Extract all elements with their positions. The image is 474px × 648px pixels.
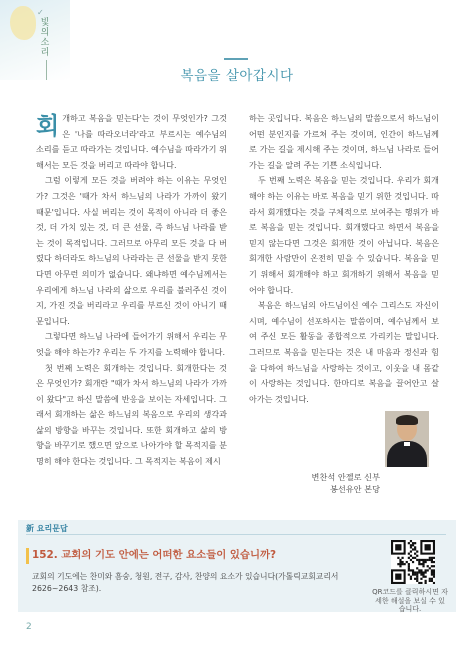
catechism-answer: 교회의 기도에는 찬미와 흠숭, 청원, 전구, 감사, 찬양의 요소가 있습니다(가톨릭교회교리서 2626~2643 참조). <box>32 572 339 593</box>
article-paragraph: 첫 번째 노력은 회개하는 것입니다. 회개한다는 것은 무엇인가? 회개란 "때가 차서 하느님의 나라가 가까이 왔다"고 하신 말씀에 반응을 보이는 자세입니다. 그래서 회개하는 삶은 하느님의 복음으로 우리의 생각과 삶의 방향을 바꾸는 것입니다. 또한 회개하고 삶의 방향을 바꾸기로 했으면 앞으로 나아가야 할 목적지를 분명히 해야 한다는 것입니다. 그 목적지는 복음이 제시 <box>36 362 227 467</box>
article-paragraph <box>36 111 227 173</box>
article-paragraph: 그렇다면 하느님 나라에 들어가기 위해서 우리는 무엇을 해야 하는가? 우리는 두 가지를 노력해야 합니다. <box>36 331 227 357</box>
photo-hair <box>396 415 418 425</box>
article-column-right <box>249 111 439 407</box>
author-name: 변찬석 안젤로 신부 <box>311 472 380 482</box>
qr-code-graphic <box>391 540 435 584</box>
article-paragraph: 두 번째 노력은 복음을 믿는 것입니다. 우리가 회개해야 하는 이유는 바로 복음을 믿기 위한 것입니다. 따라서 회개했다는 것을 구체적으로 보여주는 행위가 바로 복음을 믿는 것입니다. 회개했다고 하면서 복음을 믿지 않는다면 그것은 회개한 것이 아닙니다. 복음은 회개한 사람만이 온전히 믿을 수 있습니다. 복음을 믿기 위해서 회개해야 하고 회개하기 위해서 복음을 믿어야 합니다. <box>249 175 439 295</box>
photo-collar <box>404 442 410 446</box>
section-label: 빛의 소리 <box>40 18 50 58</box>
article-paragraph: 복음은 하느님의 아드님이신 예수 그리스도 자신이시며, 예수님이 선포하시는 말씀이며, 예수님께서 보여 주신 모든 활동을 종합적으로 가리키는 말입니다. 그러므로 복음을 믿는다는 것은 내 마음과 정신과 힘을 다하여 하느님을 사랑하는 것이고, 이웃을 내 몸같이 사랑하는 것입니다. 한마디로 복음을 끌어안고 살아가는 것입니다. <box>249 300 439 404</box>
catechism-question: 152. 교회의 기도 안에는 어떠한 요소들이 있습니까? <box>32 549 277 561</box>
qr-note: QR코드를 클릭하시면 자세한 해설을 보실 수 있습니다. <box>372 588 448 613</box>
dropcap: 회 <box>36 112 60 140</box>
author-role: 봉선유안 본당 <box>329 484 380 494</box>
qr-code-icon[interactable] <box>391 540 435 584</box>
author-byline <box>312 471 380 495</box>
catechism-divider <box>26 534 446 535</box>
page-title: 복음을 살아갑시다 <box>180 68 294 84</box>
article-paragraph: 하는 곳입니다. 복음은 하느님의 말씀으로서 하느님이 어떤 분인지를 가르쳐 주는 것이며, 인간이 하느님께로 가는 길을 제시해 주는 것이며, 하느님 나라로 들어가는 길을 알려 주는 기쁜 소식입니다. <box>249 113 439 170</box>
leaf-decoration-icon <box>10 6 36 40</box>
check-mark-icon: ✓ <box>37 8 44 17</box>
catechism-tag: 新 요리문답 <box>26 524 68 533</box>
article-column-left <box>36 111 227 470</box>
page-number: 2 <box>26 622 32 632</box>
question-marker <box>26 548 29 564</box>
author-photo <box>385 411 429 467</box>
title-accent-bar <box>224 58 248 60</box>
article-paragraph: 그럼 이렇게 모든 것을 버려야 하는 이유는 무엇인가? 그것은 '때가 차서 하느님의 나라가 가까이 왔기 때문'입니다. 사실 버리는 것이 목적이 아니라 더 좋은 것, 더 가치 있는 것, 더 큰 선물, 즉 하느님 나라를 받는 것이 목적입니다. 그러므로 아무리 모든 것을 다 버렸다 하더라도 하느님의 나라라는 큰 선물을 받지 못한다면 아무런 의미가 없습니다. 왜냐하면 예수님께서는 우리에게 하느님 나라의 삶으로 우리를 불러주신 것이지, 가진 것을 버리라고 우리를 부르신 것이 아니기 때문입니다. <box>36 175 227 326</box>
paragraph-text: 개하고 복음을 믿는다'는 것이 무엇인가? 그것은 '나를 따라오너라'라고 부르시는 예수님의 소리를 듣고 따라가는 것입니다. 예수님을 따라가기 위해서는 모든 것을 버리고 따라야 합니다. <box>36 113 227 170</box>
